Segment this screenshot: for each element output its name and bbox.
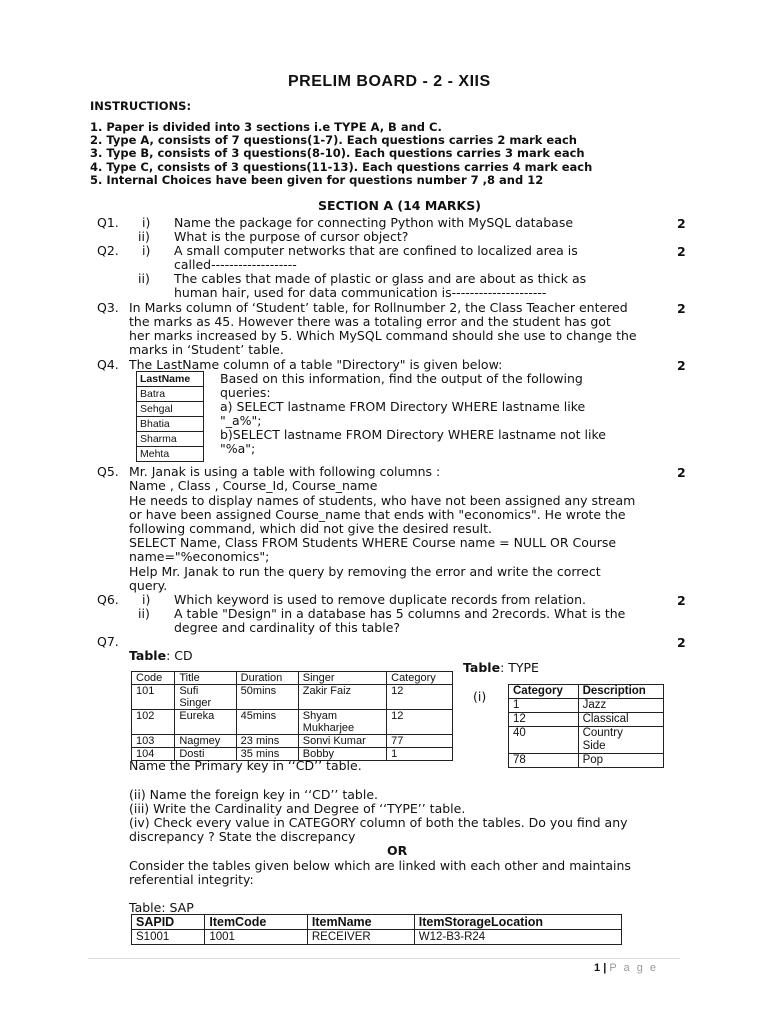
table-cell: W12-B3-R24 xyxy=(414,930,621,945)
table-cell: 45mins xyxy=(236,710,298,735)
q2-number: Q2. xyxy=(97,243,119,258)
q4-text: b)SELECT lastname FROM Directory WHERE lastname not like xyxy=(220,427,606,442)
table-cell: Shyam Mukharjee xyxy=(298,710,386,735)
section-heading: SECTION A (14 MARKS) xyxy=(318,198,481,213)
q6-sub-ii: ii) xyxy=(138,606,150,621)
or-line: referential integrity: xyxy=(129,872,254,887)
table-row xyxy=(509,713,664,727)
table-cell: 104 xyxy=(132,748,175,761)
table-row xyxy=(132,685,453,710)
table-cell: Pop xyxy=(578,754,663,768)
footer-divider xyxy=(88,958,680,959)
q5-line: name="%economics"; xyxy=(129,549,270,564)
page-title: PRELIM BOARD - 2 - XIIS xyxy=(288,73,491,90)
table-cell: Bhatia xyxy=(137,417,204,432)
q2-text-i-b: called------------------- xyxy=(174,257,297,272)
table-cell: Jazz xyxy=(578,699,663,713)
type-table xyxy=(508,684,664,768)
q3-marks: 2 xyxy=(677,301,686,316)
q6-text-i: Which keyword is used to remove duplicate records from relation. xyxy=(174,592,586,607)
column-header: Code xyxy=(132,672,175,685)
column-header: SAPID xyxy=(132,915,205,930)
instruction-item: 3. Type B, consists of 3 questions(8-10). Each questions carries 3 mark each xyxy=(90,146,585,161)
table-row xyxy=(509,699,664,713)
q1-text-ii: What is the purpose of cursor object? xyxy=(174,229,409,244)
q4-text: queries: xyxy=(220,385,271,400)
q6-marks: 2 xyxy=(677,593,686,608)
table-cell: Country Side xyxy=(578,727,663,754)
table-cell: S1001 xyxy=(132,930,205,945)
table-cell: Zakir Faiz xyxy=(298,685,386,710)
table-cell: Eureka xyxy=(175,710,236,735)
table-cell: 77 xyxy=(387,735,453,748)
column-header: Title xyxy=(175,672,236,685)
roman-i-label: (i) xyxy=(473,689,487,704)
q4-text: "%a"; xyxy=(220,441,256,456)
table-cell: Classical xyxy=(578,713,663,727)
q1-number: Q1. xyxy=(97,215,119,230)
table-row xyxy=(509,754,664,768)
sap-table-label: Table: SAP xyxy=(129,900,194,915)
q6-text-ii-b: degree and cardinality of this table? xyxy=(174,620,401,635)
lastname-header: LastName xyxy=(137,372,204,387)
q7-number: Q7. xyxy=(97,634,119,649)
table-cell: Bobby xyxy=(298,748,386,761)
table-row xyxy=(132,710,453,735)
table-cell: Sonvi Kumar xyxy=(298,735,386,748)
q5-line: Mr. Janak is using a table with following columns : xyxy=(129,464,441,479)
q7-line: (ii) Name the foreign key in ‘‘CD’’ table. xyxy=(129,787,378,802)
table-cell: Sufi Singer xyxy=(175,685,236,710)
q2-marks: 2 xyxy=(677,244,686,259)
instructions-heading: INSTRUCTIONS: xyxy=(90,99,192,113)
table-cell: 101 xyxy=(132,685,175,710)
q3-line: In Marks column of ‘Student’ table, for Rollnumber 2, the Class Teacher entered xyxy=(129,300,628,315)
table-cell: 50mins xyxy=(236,685,298,710)
table-row xyxy=(137,417,204,432)
table-cell: RECEIVER xyxy=(307,930,414,945)
table-cell: 12 xyxy=(387,685,453,710)
q1-sub-ii: ii) xyxy=(138,229,150,244)
q4-marks: 2 xyxy=(677,358,686,373)
q5-marks: 2 xyxy=(677,465,686,480)
q2-sub-i: i) xyxy=(142,243,151,258)
q5-line: query. xyxy=(129,578,168,593)
column-header: ItemStorageLocation xyxy=(414,915,621,930)
q5-number: Q5. xyxy=(97,464,119,479)
table-cell: 1 xyxy=(509,699,579,713)
table-cell: 1 xyxy=(387,748,453,761)
q6-sub-i: i) xyxy=(142,592,151,607)
q5-line: He needs to display names of students, who have not been assigned any stream xyxy=(129,493,636,508)
table-row xyxy=(132,930,622,945)
q4-text: Based on this information, find the output of the following xyxy=(220,371,583,386)
column-header: ItemCode xyxy=(205,915,308,930)
table-cell: 12 xyxy=(387,710,453,735)
q3-line: the marks as 45. However there was a totaling error and the student has got xyxy=(129,314,611,329)
table-cell: 103 xyxy=(132,735,175,748)
q7-marks: 2 xyxy=(677,635,686,650)
q1-sub-i: i) xyxy=(142,215,151,230)
q4-number: Q4. xyxy=(97,357,119,372)
instruction-item: 5. Internal Choices have been given for questions number 7 ,8 and 12 xyxy=(90,172,544,187)
table-row xyxy=(509,727,664,754)
instruction-item: 2. Type A, consists of 7 questions(1-7). Each questions carries 2 mark each xyxy=(90,133,577,148)
table-row xyxy=(137,447,204,462)
q7-line: (iii) Write the Cardinality and Degree of ‘‘TYPE’’ table. xyxy=(129,801,466,816)
table-cell: Sehgal xyxy=(137,402,204,417)
cd-table-label: Table: CD xyxy=(129,648,193,663)
q4-text: a) SELECT lastname FROM Directory WHERE lastname like xyxy=(220,399,586,414)
q1-marks: 2 xyxy=(677,216,686,231)
type-table-label: Table: TYPE xyxy=(463,660,539,675)
table-cell: 35 mins xyxy=(236,748,298,761)
page-counter: 1 | P a g e xyxy=(594,962,658,974)
table-cell: 1001 xyxy=(205,930,308,945)
q2-text-ii-a: The cables that made of plastic or glass and are about as thick as xyxy=(174,271,587,286)
q6-text-ii-a: A table "Design" in a database has 5 columns and 2records. What is the xyxy=(174,606,626,621)
q7-line: (iv) Check every value in CATEGORY column of both the tables. Do you find any xyxy=(129,815,628,830)
or-line: Consider the tables given below which are linked with each other and maintains xyxy=(129,858,631,873)
column-header: Category xyxy=(509,685,579,699)
q2-text-i-a: A small computer networks that are confined to localized area is xyxy=(174,243,578,258)
instruction-item: 1. Paper is divided into 3 sections i.e TYPE A, B and C. xyxy=(90,120,442,134)
table-cell: Nagmey xyxy=(175,735,236,748)
lastname-table xyxy=(136,371,204,462)
column-header: Category xyxy=(387,672,453,685)
column-header: Description xyxy=(578,685,663,699)
table-cell: 78 xyxy=(509,754,579,768)
cd-table xyxy=(131,671,453,761)
q3-line: her marks increased by 5. Which MySQL command should she use to change the xyxy=(129,328,637,343)
q5-line: Help Mr. Janak to run the query by removing the error and write the correct xyxy=(129,564,601,579)
table-row xyxy=(137,387,204,402)
or-label: OR xyxy=(387,843,408,858)
column-header: Singer xyxy=(298,672,386,685)
table-cell: Batra xyxy=(137,387,204,402)
q3-number: Q3. xyxy=(97,300,119,315)
q5-line: Name , Class , Course_Id, Course_name xyxy=(129,478,378,493)
q5-line: SELECT Name, Class FROM Students WHERE Course name = NULL OR Course xyxy=(129,535,617,550)
table-cell: 40 xyxy=(509,727,579,754)
sap-table xyxy=(131,914,622,945)
q2-text-ii-b: human hair, used for data communication is--------------------- xyxy=(174,285,547,300)
q2-sub-ii: ii) xyxy=(138,271,150,286)
column-header: ItemName xyxy=(307,915,414,930)
q6-number: Q6. xyxy=(97,592,119,607)
q5-line: or have been assigned Course_name that ends with "economics". He wrote the xyxy=(129,507,626,522)
table-cell: Mehta xyxy=(137,447,204,462)
instruction-item: 4. Type C, consists of 3 questions(11-13). Each questions carries 4 mark each xyxy=(90,159,593,174)
q5-line: following command, which did not give the desired result. xyxy=(129,521,493,536)
q3-line: marks in ‘Student’ table. xyxy=(129,342,284,357)
table-cell: 12 xyxy=(509,713,579,727)
table-cell: 23 mins xyxy=(236,735,298,748)
q4-text: "_a%"; xyxy=(220,413,262,428)
q1-text-i: Name the package for connecting Python with MySQL database xyxy=(174,215,574,230)
table-row xyxy=(137,402,204,417)
table-row xyxy=(132,735,453,748)
table-cell: 102 xyxy=(132,710,175,735)
table-cell: Sharma xyxy=(137,432,204,447)
q7-line: discrepancy ? State the discrepancy xyxy=(129,829,356,844)
column-header: Duration xyxy=(236,672,298,685)
q7-line: Name the Primary key in ‘‘CD’’ table. xyxy=(129,758,362,773)
table-cell: Dosti xyxy=(175,748,236,761)
table-row xyxy=(137,432,204,447)
q4-line1: The LastName column of a table "Directory" is given below: xyxy=(129,357,503,372)
